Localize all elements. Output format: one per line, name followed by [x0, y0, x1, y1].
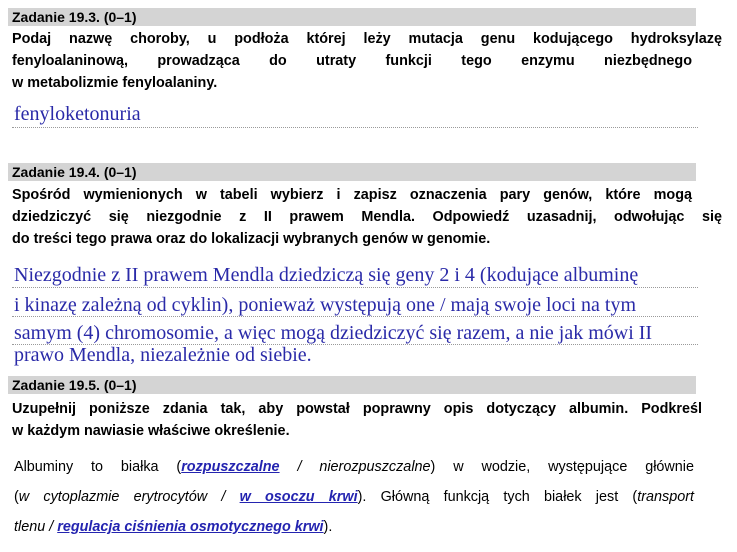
task-19-4-header-bar — [8, 163, 696, 181]
task-19-3-question — [12, 28, 722, 94]
task-19-5-header: Zadanie 19.5. (0–1) — [12, 377, 137, 393]
task-19-4-question-line-3: do treści tego prawa oraz do lokalizacji wybranych genów w genomie. — [12, 231, 491, 247]
task-19-4-header: Zadanie 19.4. (0–1) — [12, 164, 137, 180]
task-19-3-question-line-3: w metabolizmie fenyloalaniny. — [12, 75, 218, 91]
answer-line — [12, 287, 698, 288]
task-19-5-question — [12, 398, 722, 442]
selected-option-osmotic-pressure: regulacja ciśnienia osmotycznego krwi — [57, 519, 324, 535]
selected-option-soluble: rozpuszczalne — [181, 459, 280, 475]
task-19-3-header-bar — [8, 8, 696, 26]
task-19-3-header: Zadanie 19.3. (0–1) — [12, 9, 137, 25]
task-19-4-answer-line-4: prawo Mendla, niezależnie od siebie. — [14, 344, 312, 366]
answer-line — [12, 127, 698, 128]
task-19-4-answer-line-1: Niezgodnie z II prawem Mendla dziedziczą się geny 2 i 4 (kodujące albuminę — [14, 264, 639, 286]
task-19-3-question-line-1: Podaj nazwę choroby, u podłoża której leży mutacja genu kodującego hydroksylazę — [12, 31, 722, 47]
task-19-3-answer: fenyloketonuria — [14, 103, 141, 125]
text: ) w wodzie, występujące głównie — [430, 459, 694, 475]
task-19-5-fill-in-text — [14, 452, 694, 542]
text: ). — [323, 519, 333, 535]
option-insoluble: nierozpuszczalne — [319, 459, 431, 475]
fill-line-2 — [14, 482, 694, 512]
text: ). Główną funkcją tych białek jest ( — [357, 489, 638, 505]
separator: / — [45, 519, 58, 535]
text: Albuminy to białka ( — [14, 459, 182, 475]
task-19-5-header-bar — [8, 376, 696, 394]
fill-line-3 — [14, 512, 694, 542]
option-oxygen-transport-part-2: tlenu — [14, 519, 46, 535]
task-19-3-question-line-2: fenyloalaninową, prowadząca do utraty funkcji tego enzymu niezbędnego — [12, 53, 692, 69]
text: ( — [14, 489, 19, 505]
separator: / — [279, 459, 320, 475]
answer-line — [12, 316, 698, 317]
task-19-4-question-line-2: dziedziczyć się niezgodnie z II prawem Mendla. Odpowiedź uzasadnij, odwołując się — [12, 209, 722, 225]
option-erythrocyte-cytoplasm: w cytoplazmie erytrocytów — [18, 489, 208, 505]
separator: / — [207, 489, 240, 505]
task-19-5-question-line-1: Uzupełnij poniższe zdania tak, aby powstał poprawny opis dotyczący albumin. Podkreśl — [12, 401, 702, 417]
task-19-4-answer-line-3: samym (4) chromosomie, a więc mogą dziedziczyć się razem, a nie jak mówi II — [14, 322, 653, 344]
task-19-4-question-line-1: Spośród wymienionych w tabeli wybierz i zapisz oznaczenia pary genów, które mogą — [12, 187, 692, 203]
task-19-5-question-line-2: w każdym nawiasie właściwe określenie. — [12, 423, 290, 439]
option-oxygen-transport-part-1: transport — [637, 489, 694, 505]
task-19-4-answer-line-2: i kinazę zależną od cyklin), ponieważ występują one / mają swoje loci na tym — [14, 294, 637, 316]
selected-option-blood-plasma: w osoczu krwi — [239, 489, 358, 505]
fill-line-1 — [14, 452, 694, 482]
task-19-4-question — [12, 184, 722, 250]
